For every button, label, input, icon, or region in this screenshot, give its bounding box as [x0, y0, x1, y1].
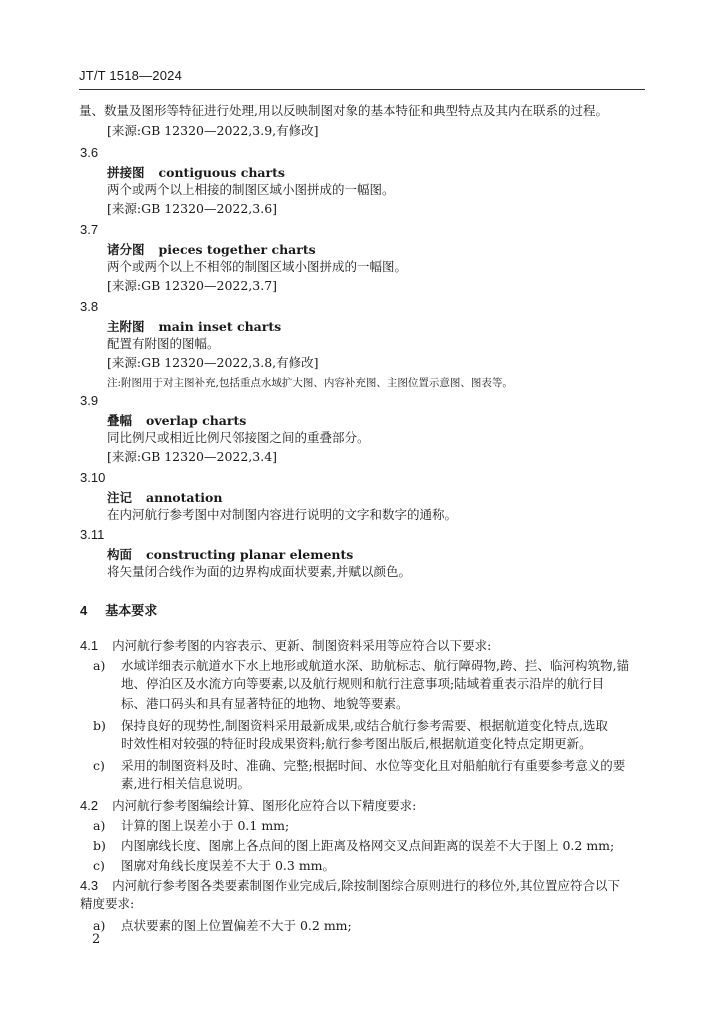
header-rule — [79, 89, 645, 90]
term-definition: 两个或两个以上相接的制图区域小图拼成的一幅图。 — [107, 182, 395, 197]
list-marker: a) — [93, 818, 106, 833]
section-heading — [80, 600, 157, 619]
clause-4-3 — [80, 876, 620, 894]
term-number: 3.10 — [80, 470, 106, 485]
term-heading — [107, 317, 281, 335]
list-item — [93, 716, 608, 734]
section-title: 基本要求 — [105, 604, 158, 619]
list-text: 水域详细表示航道水下水上地形或航道水深、助航标志、航行障碍物,跨、拦、临河构筑物,锚 — [121, 658, 629, 673]
term-definition: 同比例尺或相近比例尺邻接图之间的重叠部分。 — [107, 430, 370, 445]
term-source: [来源:GB 12320—2022,3.6] — [107, 201, 278, 216]
list-item — [93, 916, 352, 934]
section-number: 4 — [80, 603, 88, 618]
list-text-continuation: 地、停泊区及水流方向等要素,以及航行规则和航行注意事项;陆域着重表示沿岸的航行目 — [121, 676, 605, 691]
list-text-continuation: 标、港口码头和具有显著特征的地物、地貌等要素。 — [121, 696, 409, 711]
list-text: 点状要素的图上位置偏差不大于 0.2 mm; — [121, 918, 352, 933]
list-text-continuation: 时效性相对较强的特征时段成果资料;航行参考图出版后,根据航道变化特点定期更新。 — [121, 736, 592, 751]
clause-number: 4.3 — [80, 878, 99, 893]
intro-source: [来源:GB 12320—2022,3.9,有修改] — [107, 123, 319, 138]
list-text: 内图廓线长度、图廓上各点间的图上距离及格网交叉点间距离的误差不大于图上 0.2 mm; — [121, 838, 615, 853]
clause-text: 内河航行参考图各类要素制图作业完成后,除按制图综合原则进行的移位外,其位置应符合以下 — [112, 878, 621, 893]
term-number: 3.11 — [80, 527, 105, 542]
term-source: [来源:GB 12320—2022,3.4] — [107, 449, 278, 464]
list-item — [93, 836, 614, 854]
list-text: 计算的图上误差小于 0.1 mm; — [121, 818, 290, 833]
clause-number: 4.2 — [80, 798, 99, 813]
term-heading — [107, 240, 316, 258]
term-heading — [107, 488, 222, 506]
clause-4-2 — [80, 796, 416, 814]
list-item — [93, 856, 335, 874]
term-heading — [107, 163, 285, 181]
term-en: annotation — [146, 490, 223, 505]
term-zh: 注记 — [107, 490, 133, 505]
term-definition: 在内河航行参考图中对制图内容进行说明的文字和数字的通称。 — [107, 507, 458, 522]
list-marker: a) — [93, 918, 106, 933]
list-item — [93, 656, 629, 674]
term-number: 3.6 — [80, 145, 99, 160]
term-number: 3.7 — [80, 222, 99, 237]
term-definition: 两个或两个以上不相邻的制图区域小图拼成的一幅图。 — [107, 259, 408, 274]
term-number: 3.8 — [80, 299, 99, 314]
clause-number: 4.1 — [80, 638, 99, 653]
term-zh: 叠幅 — [107, 413, 133, 428]
page-number: 2 — [92, 932, 101, 947]
term-zh: 诸分图 — [107, 242, 145, 257]
list-marker: b) — [93, 838, 106, 853]
list-item — [93, 816, 289, 834]
list-marker: b) — [93, 718, 106, 733]
list-text: 图廓对角线长度误差不大于 0.3 mm。 — [121, 858, 336, 873]
term-en: main inset charts — [158, 319, 282, 334]
term-en: overlap charts — [146, 413, 247, 428]
term-heading — [107, 545, 353, 563]
term-en: contiguous charts — [158, 165, 285, 180]
term-en: constructing planar elements — [146, 547, 354, 562]
term-definition: 配置有附图的图幅。 — [107, 336, 220, 351]
clause-text-continuation: 精度要求: — [80, 896, 135, 911]
term-definition: 将矢量闭合线作为面的边界构成面状要素,并赋以颜色。 — [107, 564, 411, 579]
clause-4-1 — [80, 636, 491, 654]
term-source: [来源:GB 12320—2022,3.7] — [107, 278, 278, 293]
term-zh: 主附图 — [107, 319, 145, 334]
list-text: 采用的制图资料及时、准确、完整;根据时间、水位等变化且对船舶航行有重要参考意义的要 — [121, 758, 626, 773]
list-item — [93, 756, 625, 774]
term-zh: 构面 — [107, 547, 133, 562]
list-text-continuation: 素,进行相关信息说明。 — [121, 776, 250, 791]
clause-text: 内河航行参考图的内容表示、更新、制图资料采用等应符合以下要求: — [112, 638, 492, 653]
term-source: [来源:GB 12320—2022,3.8,有修改] — [107, 355, 319, 370]
term-zh: 拼接图 — [107, 165, 145, 180]
list-marker: c) — [93, 758, 105, 773]
term-number: 3.9 — [80, 393, 99, 408]
intro-line: 量、数量及图形等特征进行处理,用以反映制图对象的基本特征和典型特点及其内在联系的过程。 — [79, 103, 608, 118]
term-heading — [107, 411, 246, 429]
term-note: 注:附图用于对主图补充,包括重点水域扩大图、内容补充图、主图位置示意图、图表等。 — [107, 377, 513, 389]
term-en: pieces together charts — [158, 242, 316, 257]
list-marker: a) — [93, 658, 106, 673]
standard-code-header: JT/T 1518—2024 — [79, 68, 183, 83]
list-text: 保持良好的现势性,制图资料采用最新成果,或结合航行参考需要、根据航道变化特点,选取 — [121, 718, 608, 733]
clause-text: 内河航行参考图编绘计算、图形化应符合以下精度要求: — [112, 798, 417, 813]
list-marker: c) — [93, 858, 105, 873]
